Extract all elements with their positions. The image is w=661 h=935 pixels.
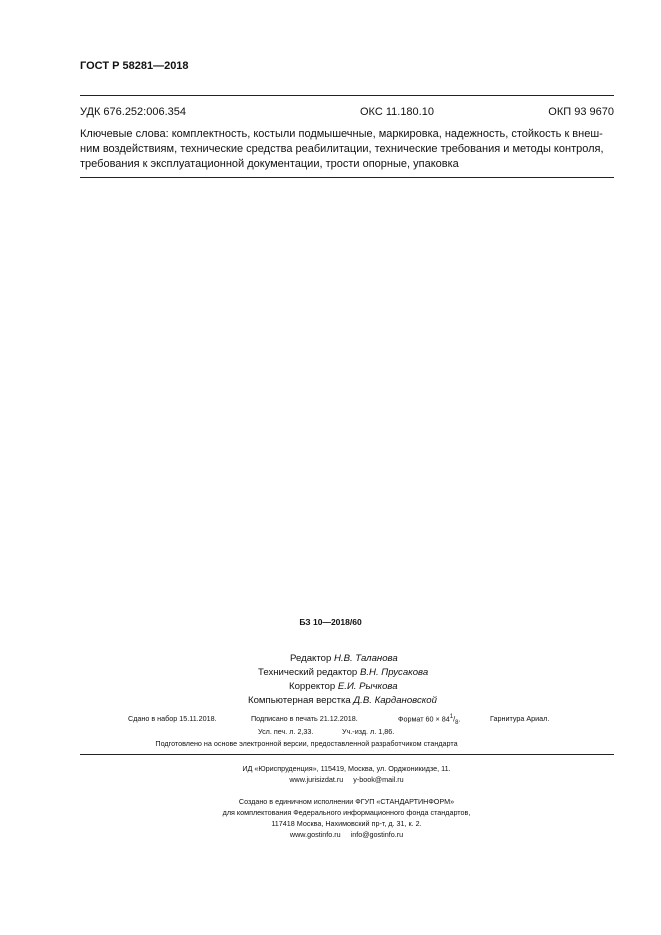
corrector-credit: [289, 680, 398, 694]
format-prefix: Формат 60 × 84: [398, 714, 450, 724]
produced-address: 117418 Москва, Нахимовский пр-т, д. 31, к. 2.: [271, 819, 422, 828]
produced-line: для комплектования Федерального информационного фонда стандартов,: [222, 808, 471, 817]
tech-editor-credit: [258, 666, 428, 680]
produced-contacts: [16, 830, 661, 839]
document-code: ГОСТ Р 58281—2018: [80, 60, 189, 72]
produced-email: info@gostinfo.ru: [350, 830, 404, 839]
layout-name: Д.В. Кардановской: [353, 695, 437, 706]
keywords-divider: [80, 177, 614, 178]
produced-line: Создано в единичном исполнении ФГУП «СТАНДАРТИНФОРМ»: [238, 797, 455, 806]
print-sheets: Усл. печ. л. 2,33.: [258, 727, 314, 736]
publisher-contacts: [16, 775, 661, 784]
submitted-date: Сдано в набор 15.11.2018.: [128, 714, 217, 723]
format-denominator: 8: [455, 719, 459, 726]
sheets-row: [80, 727, 614, 739]
produced-site: www.gostinfo.ru: [289, 830, 341, 839]
format-suffix: .: [458, 714, 461, 724]
top-divider: [80, 95, 614, 96]
keywords-line: требования к эксплуатационной документации, трости опорные, упаковка: [80, 158, 459, 170]
publisher-address: ИД «Юриспруденция», 115419, Москва, ул. Орджоникидзе, 11.: [242, 764, 451, 773]
keywords-block: [80, 127, 614, 172]
publisher-email: y-book@mail.ru: [353, 775, 404, 784]
corrector-label: Корректор: [289, 681, 336, 692]
layout-label: Компьютерная верстка: [248, 695, 351, 706]
prepared-note: Подготовлено на основе электронной версии, предоставленной разработчиком стандарта: [155, 739, 458, 748]
corrector-name: Е.И. Рычкова: [337, 681, 398, 692]
okp-code: ОКП 93 9670: [548, 106, 614, 118]
udk-code: УДК 676.252:006.354: [80, 106, 186, 118]
editor-label: Редактор: [290, 653, 332, 664]
oks-code: ОКС 11.180.10: [360, 106, 434, 118]
tech-editor-label: Технический редактор: [258, 667, 358, 678]
format-numerator: 1: [449, 714, 454, 720]
classification-row: [80, 106, 614, 120]
publisher-divider: [80, 754, 614, 755]
editor-name: Н.В. Таланова: [333, 653, 398, 664]
print-info-row: [80, 714, 614, 726]
format-info: Формат $60 \times 84^1/_8$.: [398, 714, 461, 726]
signed-date: Подписано в печать 21.12.2018.: [251, 714, 358, 723]
editor-credit: [290, 652, 398, 666]
keywords-line: Ключевые слова: комплектность, костыли подмышечные, маркировка, надежность, стойкость к внеш-: [80, 128, 603, 140]
keywords-line: ним воздействиям, технические средства реабилитации, технические требования и методы контроля,: [80, 143, 604, 155]
publisher-site: www.jurisizdat.ru: [289, 775, 344, 784]
tech-editor-name: В.Н. Прусакова: [359, 667, 429, 678]
bz-number: БЗ 10—2018/60: [299, 617, 362, 627]
layout-credit: [248, 694, 437, 708]
edition-sheets: Уч.-изд. л. 1,86.: [342, 727, 395, 736]
typeface-info: Гарнитура Ариал.: [490, 714, 550, 723]
